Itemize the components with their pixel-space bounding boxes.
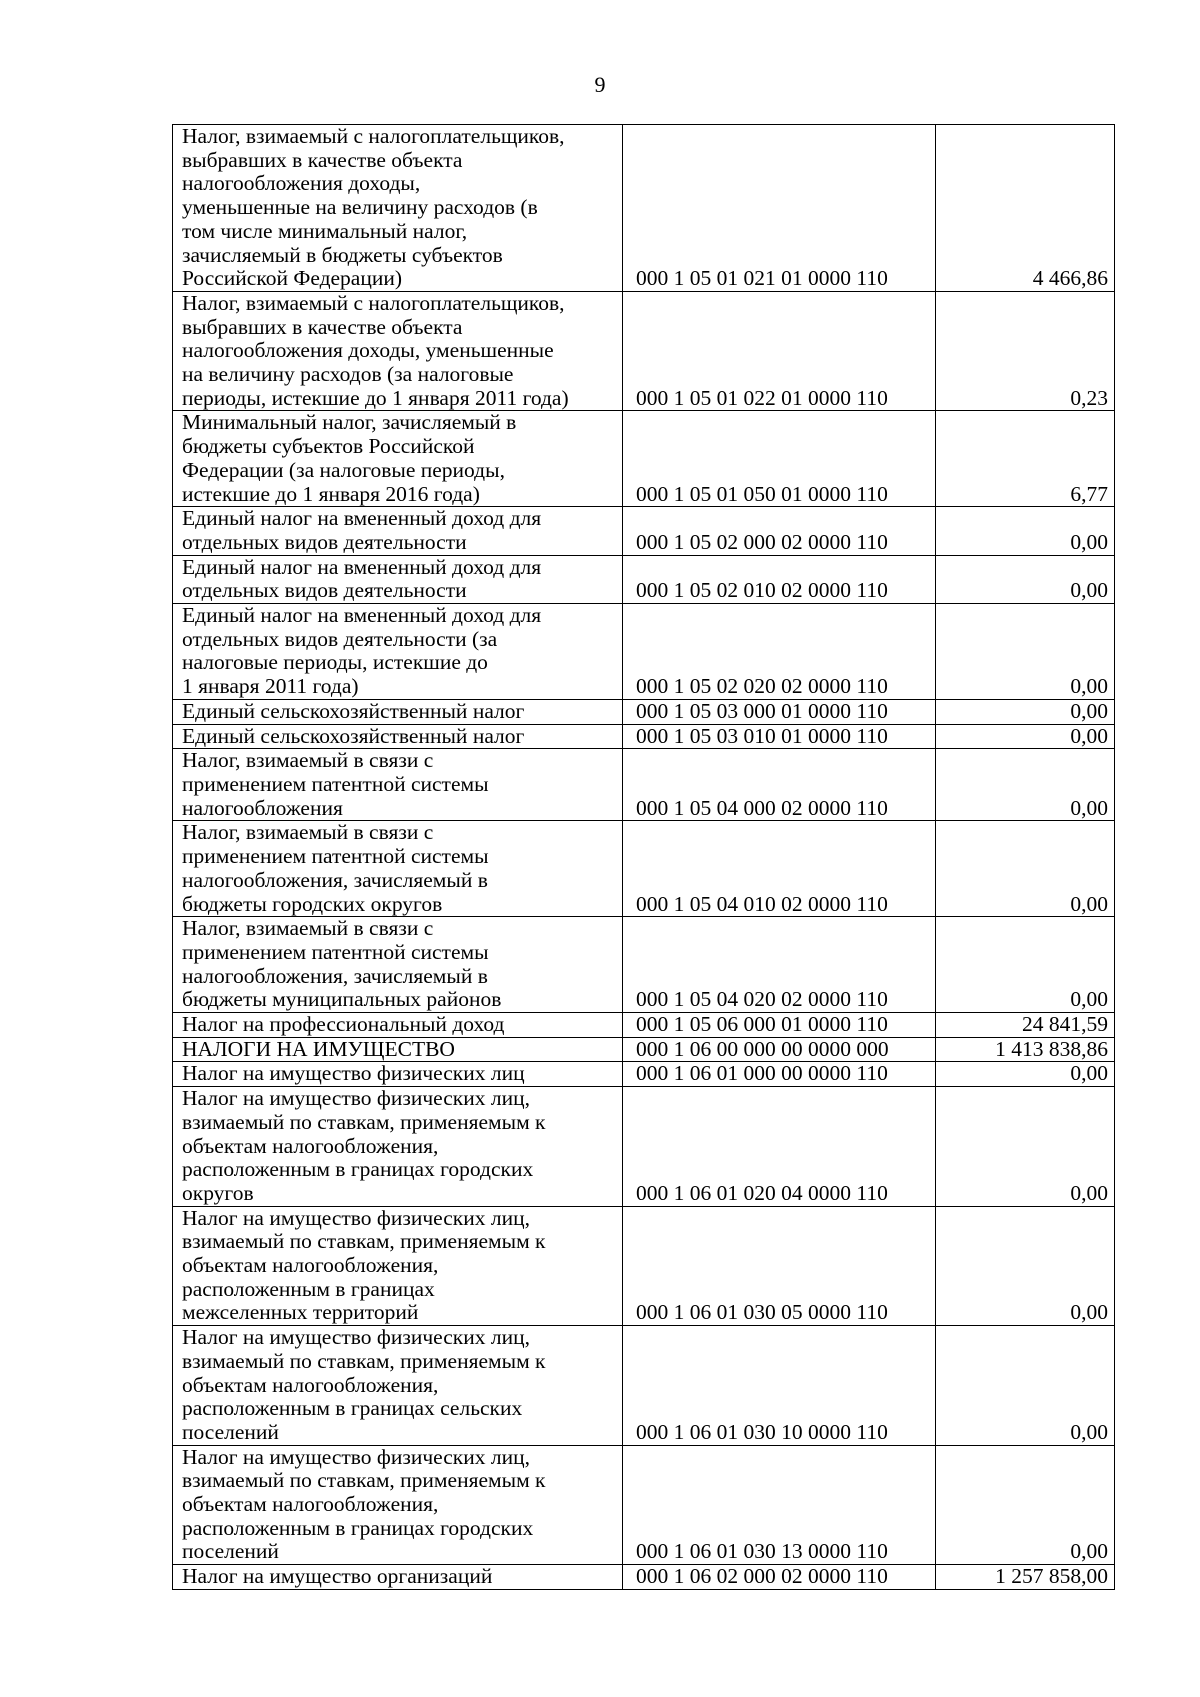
revenue-name-cell: Налог, взимаемый в связи с применением патентной системы налогообложения [173, 749, 623, 821]
amount-cell: 0,00 [936, 1206, 1115, 1326]
budget-code-cell: 000 1 06 00 000 00 0000 000 [623, 1037, 936, 1062]
revenue-name-cell: Единый налог на вмененный доход для отдельных видов деятельности [173, 555, 623, 603]
revenue-name-cell: НАЛОГИ НА ИМУЩЕСТВО [173, 1037, 623, 1062]
budget-code-cell: 000 1 05 04 020 02 0000 110 [623, 917, 936, 1013]
amount-cell: 24 841,59 [936, 1013, 1115, 1038]
budget-code-cell: 000 1 05 03 010 01 0000 110 [623, 724, 936, 749]
revenue-name-cell: Налог, взимаемый в связи с применением патентной системы налогообложения, зачисляемый в бюджеты городских округов [173, 821, 623, 917]
table-row [173, 507, 1115, 555]
revenue-name-cell: Единый сельскохозяйственный налог [173, 724, 623, 749]
revenue-name-cell: Налог, взимаемый с налогоплательщиков, выбравших в качестве объекта налогообложения доходы, уменьшенные на величину расходов (в том числе минимальный налог, зачисляемый в бюджеты субъектов Российской Федерации) [173, 125, 623, 292]
budget-code-cell: 000 1 05 02 000 02 0000 110 [623, 507, 936, 555]
table-row [173, 1565, 1115, 1590]
amount-cell: 0,23 [936, 291, 1115, 411]
table-row [173, 1445, 1115, 1565]
budget-code-cell: 000 1 06 01 000 00 0000 110 [623, 1062, 936, 1087]
amount-cell: 0,00 [936, 1087, 1115, 1207]
revenue-name-cell: Налог на имущество физических лиц, взимаемый по ставкам, применяемым к объектам налогообложения, расположенным в границах сельских поселений [173, 1326, 623, 1446]
amount-cell: 1 257 858,00 [936, 1565, 1115, 1590]
amount-cell: 4 466,86 [936, 125, 1115, 292]
revenue-name-cell: Налог на профессиональный доход [173, 1013, 623, 1038]
budget-code-cell: 000 1 06 01 020 04 0000 110 [623, 1087, 936, 1207]
revenue-name-cell: Единый налог на вмененный доход для отдельных видов деятельности (за налоговые периоды, истекшие до 1 января 2011 года) [173, 604, 623, 700]
table-row [173, 411, 1115, 507]
table-row [173, 125, 1115, 292]
budget-code-cell: 000 1 06 02 000 02 0000 110 [623, 1565, 936, 1590]
amount-cell: 0,00 [936, 1445, 1115, 1565]
table-row [173, 555, 1115, 603]
table-row [173, 1062, 1115, 1087]
table-row [173, 1013, 1115, 1038]
amount-cell: 0,00 [936, 1326, 1115, 1446]
table-row [173, 724, 1115, 749]
revenue-name-cell: Налог на имущество физических лиц, взимаемый по ставкам, применяемым к объектам налогообложения, расположенным в границах межселенных территорий [173, 1206, 623, 1326]
table-row [173, 821, 1115, 917]
amount-cell: 6,77 [936, 411, 1115, 507]
revenue-name-cell: Налог на имущество физических лиц [173, 1062, 623, 1087]
revenue-name-cell: Налог на имущество физических лиц, взимаемый по ставкам, применяемым к объектам налогообложения, расположенным в границах городских поселений [173, 1445, 623, 1565]
revenue-name-cell: Минимальный налог, зачисляемый в бюджеты субъектов Российской Федерации (за налоговые периоды, истекшие до 1 января 2016 года) [173, 411, 623, 507]
budget-code-cell: 000 1 05 01 022 01 0000 110 [623, 291, 936, 411]
amount-cell: 0,00 [936, 749, 1115, 821]
revenue-name-cell: Налог на имущество организаций [173, 1565, 623, 1590]
budget-code-cell: 000 1 05 04 000 02 0000 110 [623, 749, 936, 821]
amount-cell: 0,00 [936, 1062, 1115, 1087]
table-row [173, 749, 1115, 821]
budget-code-cell: 000 1 05 02 020 02 0000 110 [623, 604, 936, 700]
amount-cell: 0,00 [936, 507, 1115, 555]
budget-code-cell: 000 1 06 01 030 05 0000 110 [623, 1206, 936, 1326]
amount-cell: 0,00 [936, 699, 1115, 724]
revenue-name-cell: Налог, взимаемый с налогоплательщиков, выбравших в качестве объекта налогообложения доходы, уменьшенные на величину расходов (за налоговые периоды, истекшие до 1 января 2011 года) [173, 291, 623, 411]
amount-cell: 0,00 [936, 917, 1115, 1013]
page-number: 9 [594, 72, 606, 97]
table-row [173, 917, 1115, 1013]
revenue-name-cell: Единый налог на вмененный доход для отдельных видов деятельности [173, 507, 623, 555]
revenue-name-cell: Налог на имущество физических лиц, взимаемый по ставкам, применяемым к объектам налогообложения, расположенным в границах городских округов [173, 1087, 623, 1207]
amount-cell: 0,00 [936, 604, 1115, 700]
table-row [173, 1037, 1115, 1062]
budget-code-cell: 000 1 06 01 030 10 0000 110 [623, 1326, 936, 1446]
amount-cell: 0,00 [936, 724, 1115, 749]
amount-cell: 0,00 [936, 555, 1115, 603]
revenue-table [172, 124, 1115, 1590]
table-row [173, 291, 1115, 411]
budget-code-cell: 000 1 05 01 050 01 0000 110 [623, 411, 936, 507]
table-row [173, 1087, 1115, 1207]
revenue-name-cell: Единый сельскохозяйственный налог [173, 699, 623, 724]
budget-code-cell: 000 1 05 03 000 01 0000 110 [623, 699, 936, 724]
amount-cell: 1 413 838,86 [936, 1037, 1115, 1062]
table-row [173, 699, 1115, 724]
amount-cell: 0,00 [936, 821, 1115, 917]
budget-code-cell: 000 1 05 02 010 02 0000 110 [623, 555, 936, 603]
budget-code-cell: 000 1 05 06 000 01 0000 110 [623, 1013, 936, 1038]
budget-code-cell: 000 1 05 01 021 01 0000 110 [623, 125, 936, 292]
budget-code-cell: 000 1 05 04 010 02 0000 110 [623, 821, 936, 917]
budget-code-cell: 000 1 06 01 030 13 0000 110 [623, 1445, 936, 1565]
revenue-name-cell: Налог, взимаемый в связи с применением патентной системы налогообложения, зачисляемый в бюджеты муниципальных районов [173, 917, 623, 1013]
table-row [173, 1326, 1115, 1446]
table-row [173, 604, 1115, 700]
table-row [173, 1206, 1115, 1326]
